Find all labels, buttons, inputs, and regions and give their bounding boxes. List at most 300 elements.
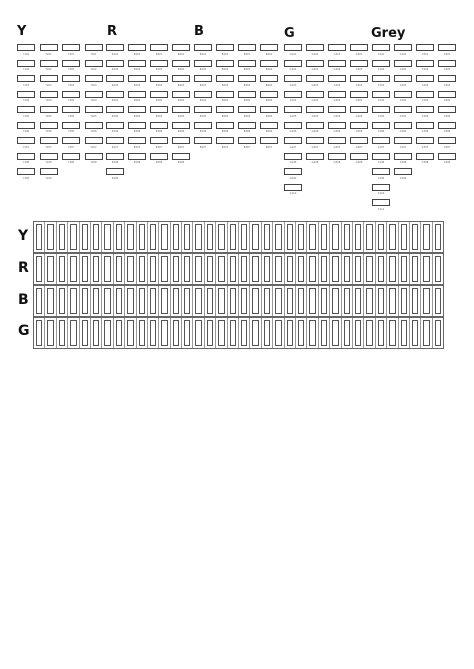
swatch-code: B303 xyxy=(243,83,251,87)
swatch-box xyxy=(216,60,234,67)
strip-cell-box xyxy=(275,256,281,282)
swatch-box xyxy=(62,137,80,144)
strip-cell-box xyxy=(378,256,384,282)
swatch-code: B104 xyxy=(199,99,207,102)
swatch-box xyxy=(284,137,302,144)
strip-cell xyxy=(420,318,431,348)
swatch-code: Y302 xyxy=(67,68,75,71)
swatch-box xyxy=(17,75,35,82)
strip-cell-box xyxy=(332,288,338,314)
strip-cell-box xyxy=(173,256,179,282)
swatch-box xyxy=(40,44,58,51)
swatch-box xyxy=(350,137,368,144)
swatch-box xyxy=(416,75,434,82)
swatch-box xyxy=(150,122,168,129)
strip-cell-box xyxy=(264,256,270,282)
swatch-code: B307 xyxy=(243,145,251,149)
strip-cell xyxy=(204,222,215,252)
strip-cell-box xyxy=(252,288,258,314)
strip-cell-box xyxy=(104,224,110,250)
strip-cell-box xyxy=(401,320,407,346)
swatch-box xyxy=(306,153,324,160)
swatch-code: B403 xyxy=(265,83,273,87)
swatch-box xyxy=(194,75,212,82)
strip-cell-box xyxy=(423,224,429,250)
swatch-code: C204 xyxy=(399,99,407,102)
swatch-box xyxy=(17,91,35,98)
strip-label-g: G xyxy=(18,323,30,339)
swatch-box xyxy=(17,106,35,113)
swatch-code: C305 xyxy=(421,114,429,118)
strip-cell xyxy=(227,318,238,348)
swatch-code: G304 xyxy=(333,99,341,102)
swatch-code: R302 xyxy=(155,68,163,71)
swatch-code: G305 xyxy=(333,114,341,118)
swatch-code: G404 xyxy=(355,99,363,102)
swatch-code: B401 xyxy=(265,52,273,56)
strip-cell-box xyxy=(344,256,350,282)
swatch-box xyxy=(372,44,390,51)
strip-cell-box xyxy=(230,256,236,282)
swatch-code: C110 xyxy=(377,192,385,195)
swatch-code: R303 xyxy=(155,83,163,87)
strip-cell-box xyxy=(70,320,76,346)
strip-cell xyxy=(67,318,78,348)
swatch-code: R407 xyxy=(177,145,185,149)
swatch-code: G303 xyxy=(333,83,341,87)
strip-cell-box xyxy=(150,288,156,314)
swatch-box xyxy=(416,44,434,51)
strip-cell-box xyxy=(70,224,76,250)
strip-cell-box xyxy=(127,224,133,250)
strip-cell xyxy=(352,254,363,284)
swatch-box xyxy=(416,106,434,113)
strip-cell xyxy=(67,286,78,316)
swatch-box xyxy=(328,60,346,67)
strip-cell xyxy=(136,254,147,284)
swatch-box xyxy=(128,137,146,144)
strip-cell-box xyxy=(332,320,338,346)
swatch-code: G107 xyxy=(289,145,297,149)
strip-cell xyxy=(56,222,67,252)
swatch-box xyxy=(172,122,190,129)
swatch-code: C111 xyxy=(377,207,385,211)
strip-cell xyxy=(272,254,283,284)
swatch-box xyxy=(172,75,190,82)
strip-cell xyxy=(409,222,420,252)
strip-cell xyxy=(181,222,192,252)
swatch-box xyxy=(372,75,390,82)
strip-cell xyxy=(386,222,397,252)
strip-cell-box xyxy=(116,256,122,282)
strip-cell xyxy=(409,286,420,316)
swatch-box xyxy=(328,44,346,51)
strip-cell xyxy=(306,254,317,284)
strip-cell xyxy=(34,286,44,316)
strip-cell-box xyxy=(173,288,179,314)
swatch-code: B204 xyxy=(221,99,229,102)
swatch-box xyxy=(284,60,302,67)
strip-g xyxy=(33,317,444,349)
swatch-code: Y403 xyxy=(90,83,97,87)
swatch-code: Y306 xyxy=(67,130,75,133)
strip-cell xyxy=(44,318,55,348)
swatch-code: Y203 xyxy=(45,83,52,87)
strip-cell xyxy=(284,254,295,284)
swatch-box xyxy=(416,153,434,160)
strip-cell-box xyxy=(264,288,270,314)
swatch-code: G104 xyxy=(289,99,297,102)
swatch-box xyxy=(416,137,434,144)
strip-cell-box xyxy=(389,288,395,314)
strip-cell-box xyxy=(412,224,418,250)
swatch-code: C201 xyxy=(399,52,407,56)
strip-cell xyxy=(192,254,203,284)
swatch-box xyxy=(62,122,80,129)
strip-cell xyxy=(249,318,260,348)
strip-cell xyxy=(136,222,147,252)
strip-cell-box xyxy=(150,256,156,282)
strip-cell xyxy=(306,286,317,316)
swatch-code: R304 xyxy=(155,99,163,102)
swatch-box xyxy=(372,60,390,67)
swatch-code: Y401 xyxy=(90,52,97,56)
swatch-box xyxy=(106,75,124,82)
strip-cell xyxy=(215,254,226,284)
swatch-code: B107 xyxy=(199,145,207,149)
strip-cell xyxy=(306,222,317,252)
strip-cell-box xyxy=(309,320,315,346)
strip-cell-box xyxy=(366,224,372,250)
strip-cell-box xyxy=(104,320,110,346)
swatch-code: Y407 xyxy=(90,145,97,149)
strip-cell-box xyxy=(309,224,315,250)
swatch-code: Y406 xyxy=(90,130,97,133)
swatch-box xyxy=(372,184,390,191)
swatch-box xyxy=(260,122,278,129)
swatch-code: G108 xyxy=(289,161,297,164)
strip-cell-box xyxy=(59,288,65,314)
strip-cell-box xyxy=(287,288,293,314)
strip-cell xyxy=(170,254,181,284)
swatch-code: C403 xyxy=(443,83,451,87)
strip-cell-box xyxy=(184,320,190,346)
swatch-box xyxy=(438,60,456,67)
strip-cell-box xyxy=(412,320,418,346)
swatch-box xyxy=(350,60,368,67)
swatch-box xyxy=(194,60,212,67)
strip-cell xyxy=(158,318,169,348)
strip-cell-box xyxy=(423,320,429,346)
strip-cell-box xyxy=(355,320,361,346)
strip-cell-box xyxy=(93,288,99,314)
strip-cell xyxy=(329,254,340,284)
swatch-box xyxy=(194,137,212,144)
swatch-box xyxy=(128,44,146,51)
swatch-box xyxy=(150,106,168,113)
strip-cell xyxy=(318,286,329,316)
swatch-code: G208 xyxy=(311,161,319,164)
swatch-box xyxy=(328,122,346,129)
strip-cell-box xyxy=(70,288,76,314)
strip-cell-box xyxy=(195,224,201,250)
swatch-box xyxy=(85,137,103,144)
strip-cell-box xyxy=(298,224,304,250)
swatch-box xyxy=(372,137,390,144)
strip-cell-box xyxy=(230,224,236,250)
strip-cell xyxy=(238,222,249,252)
swatch-code: R406 xyxy=(177,130,185,133)
strip-cell xyxy=(124,254,135,284)
swatch-box xyxy=(62,60,80,67)
strip-cell-box xyxy=(184,288,190,314)
strip-cell-box xyxy=(389,224,395,250)
strip-cell xyxy=(79,318,90,348)
strip-cell-box xyxy=(230,288,236,314)
strip-cell-box xyxy=(355,288,361,314)
swatch-code: R201 xyxy=(133,52,141,56)
strip-cell-box xyxy=(423,288,429,314)
strip-cell xyxy=(56,254,67,284)
swatch-box xyxy=(394,91,412,98)
swatch-box xyxy=(216,44,234,51)
strip-cell xyxy=(318,318,329,348)
swatch-box xyxy=(238,137,256,144)
swatch-code: R103 xyxy=(111,83,119,87)
swatch-box xyxy=(106,168,124,175)
strip-cell xyxy=(329,222,340,252)
swatch-code: Y209 xyxy=(45,176,52,180)
swatch-code: R107 xyxy=(111,145,119,149)
strip-cell-box xyxy=(332,256,338,282)
swatch-code: C103 xyxy=(377,83,385,87)
header-y: Y xyxy=(17,24,27,39)
swatch-code: G202 xyxy=(311,68,319,71)
strip-cell xyxy=(147,318,158,348)
swatch-box xyxy=(350,44,368,51)
strip-cell xyxy=(124,286,135,316)
strip-cell-box xyxy=(139,320,145,346)
header-g: G xyxy=(284,26,295,41)
strip-cell-box xyxy=(104,256,110,282)
strip-cell-box xyxy=(321,320,327,346)
strip-cell-box xyxy=(241,320,247,346)
strip-cell-box xyxy=(287,224,293,250)
strip-cell xyxy=(124,222,135,252)
swatch-code: Y408 xyxy=(90,161,97,164)
swatch-box xyxy=(85,91,103,98)
swatch-code: B306 xyxy=(243,130,251,133)
strip-cell xyxy=(398,286,409,316)
strip-cell-box xyxy=(412,288,418,314)
swatch-box xyxy=(85,106,103,113)
strip-cell xyxy=(341,222,352,252)
swatch-code: B103 xyxy=(199,83,207,87)
strip-cell xyxy=(432,254,443,284)
swatch-code: R208 xyxy=(133,161,141,164)
strip-cell-box xyxy=(366,288,372,314)
swatch-box xyxy=(438,106,456,113)
swatch-code: C101 xyxy=(377,52,385,56)
swatch-box xyxy=(216,122,234,129)
strip-cell-box xyxy=(218,320,224,346)
strip-cell xyxy=(363,254,374,284)
swatch-box xyxy=(194,44,212,51)
strip-cell xyxy=(170,222,181,252)
swatch-box xyxy=(216,75,234,82)
strip-cell xyxy=(238,318,249,348)
swatch-code: B305 xyxy=(243,114,251,118)
swatch-code: Y307 xyxy=(67,145,75,149)
swatch-code: B106 xyxy=(199,130,207,133)
swatch-box xyxy=(394,153,412,160)
strip-cell xyxy=(101,222,112,252)
swatch-box xyxy=(150,44,168,51)
strip-cell-box xyxy=(309,288,315,314)
swatch-code: Y101 xyxy=(22,52,30,56)
strip-cell-box xyxy=(344,224,350,250)
strip-cell-box xyxy=(161,320,167,346)
swatch-box xyxy=(85,44,103,51)
strip-cell xyxy=(375,286,386,316)
swatch-code: Y305 xyxy=(67,114,75,118)
swatch-code: C106 xyxy=(377,130,385,133)
swatch-code: Y108 xyxy=(22,161,30,164)
swatch-code: G105 xyxy=(289,114,297,118)
strip-cell xyxy=(352,286,363,316)
swatch-code: G402 xyxy=(355,68,363,71)
swatch-code: B201 xyxy=(221,52,229,56)
strip-cell-box xyxy=(127,256,133,282)
swatch-code: Y304 xyxy=(67,99,75,102)
strip-cell xyxy=(249,286,260,316)
strip-cell xyxy=(284,318,295,348)
swatch-code: Y207 xyxy=(45,145,52,149)
strip-cell xyxy=(90,286,101,316)
swatch-code: G109 xyxy=(289,176,297,180)
swatch-code: R101 xyxy=(111,52,119,56)
swatch-box xyxy=(62,75,80,82)
swatch-code: R205 xyxy=(133,114,141,118)
swatch-code: B207 xyxy=(221,145,229,149)
swatch-code: R403 xyxy=(177,83,185,87)
strip-cell xyxy=(227,222,238,252)
strip-cell-box xyxy=(435,224,441,250)
strip-cell xyxy=(147,222,158,252)
swatch-box xyxy=(306,122,324,129)
strip-cell-box xyxy=(127,288,133,314)
swatch-box xyxy=(128,153,146,160)
strip-cell xyxy=(215,222,226,252)
swatch-code: B206 xyxy=(221,130,229,133)
swatch-box xyxy=(394,75,412,82)
swatch-code: C401 xyxy=(443,52,451,56)
swatch-box xyxy=(128,91,146,98)
swatch-box xyxy=(40,122,58,129)
swatch-box xyxy=(350,122,368,129)
swatch-box xyxy=(394,60,412,67)
strip-cell-box xyxy=(298,320,304,346)
strip-cell-box xyxy=(195,256,201,282)
strip-cell-box xyxy=(355,224,361,250)
swatch-box xyxy=(17,153,35,160)
swatch-box xyxy=(394,122,412,129)
strip-cell xyxy=(158,222,169,252)
strip-cell xyxy=(215,286,226,316)
swatch-box xyxy=(260,75,278,82)
strip-cell-box xyxy=(355,256,361,282)
strip-cell-box xyxy=(47,288,53,314)
strip-cell-box xyxy=(139,256,145,282)
strip-cell xyxy=(124,318,135,348)
swatch-box xyxy=(17,44,35,51)
swatch-code: Y303 xyxy=(67,83,75,87)
swatch-box xyxy=(394,168,412,175)
strip-label-y: Y xyxy=(18,228,29,244)
swatch-box xyxy=(194,122,212,129)
swatch-code: G401 xyxy=(355,52,363,56)
swatch-box xyxy=(438,122,456,129)
swatch-code: G103 xyxy=(289,83,297,87)
swatch-box xyxy=(40,168,58,175)
swatch-code: C303 xyxy=(421,83,429,87)
strip-cell-box xyxy=(218,256,224,282)
strip-cell xyxy=(181,286,192,316)
swatch-code: B304 xyxy=(243,99,251,102)
swatch-code: G206 xyxy=(311,130,319,133)
swatch-box xyxy=(260,60,278,67)
strip-cell xyxy=(295,318,306,348)
strip-cell xyxy=(363,286,374,316)
swatch-code: G204 xyxy=(311,99,319,102)
swatch-box xyxy=(150,75,168,82)
strip-cell xyxy=(136,286,147,316)
swatch-code: R401 xyxy=(177,52,185,56)
swatch-box xyxy=(284,106,302,113)
swatch-code: Y405 xyxy=(90,114,97,118)
strip-cell-box xyxy=(36,320,42,346)
swatch-code: Y301 xyxy=(67,52,75,56)
swatch-code: C208 xyxy=(399,161,407,164)
swatch-box xyxy=(284,44,302,51)
strip-cell-box xyxy=(321,256,327,282)
swatch-box xyxy=(306,106,324,113)
strip-cell-box xyxy=(378,320,384,346)
swatch-code: G306 xyxy=(333,130,341,133)
strip-cell-box xyxy=(218,224,224,250)
swatch-box xyxy=(372,106,390,113)
strip-label-r: R xyxy=(18,260,29,276)
strip-cell xyxy=(101,254,112,284)
swatch-code: R104 xyxy=(111,99,119,102)
swatch-box xyxy=(372,122,390,129)
strip-cell xyxy=(136,318,147,348)
strip-cell xyxy=(227,254,238,284)
swatch-box xyxy=(284,75,302,82)
swatch-code: C304 xyxy=(421,99,429,102)
strip-cell-box xyxy=(309,256,315,282)
strip-cell xyxy=(318,254,329,284)
strip-cell xyxy=(352,318,363,348)
swatch-code: R405 xyxy=(177,114,185,118)
swatch-box xyxy=(284,184,302,191)
strip-cell xyxy=(192,222,203,252)
strip-cell-box xyxy=(207,224,213,250)
swatch-code: G307 xyxy=(333,145,341,149)
swatch-box xyxy=(328,91,346,98)
swatch-box xyxy=(172,44,190,51)
swatch-box xyxy=(306,60,324,67)
